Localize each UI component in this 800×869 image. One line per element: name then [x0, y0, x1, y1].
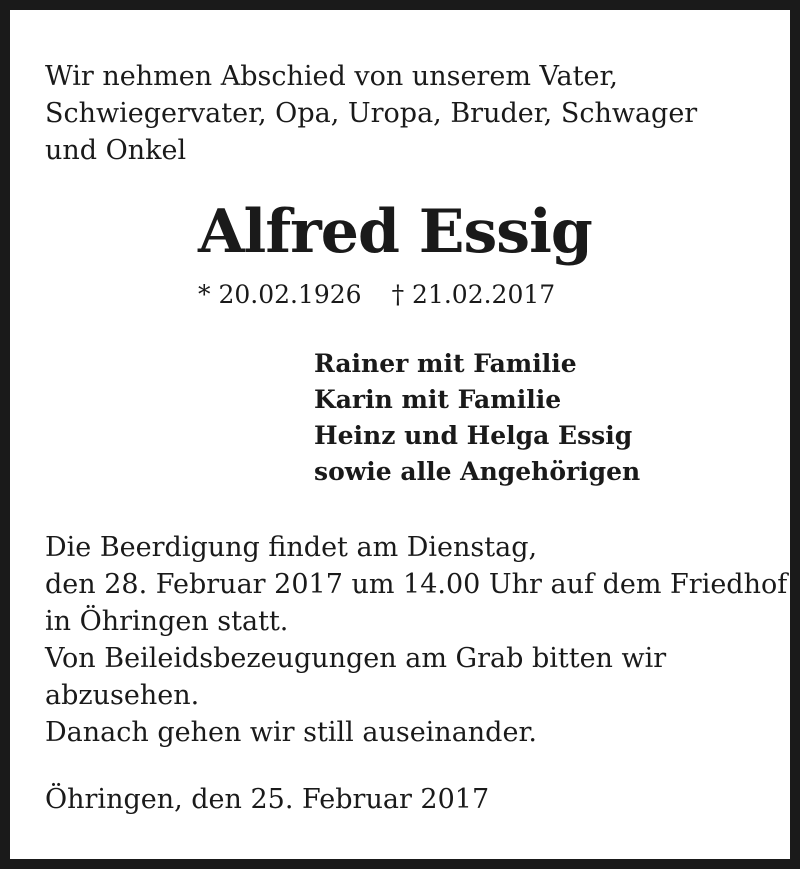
mourners-list	[314, 346, 640, 490]
death-date: † 21.02.2017	[391, 280, 556, 309]
intro-line: und Onkel	[45, 135, 187, 166]
place-date: Öhringen, den 25. Februar 2017	[45, 784, 490, 815]
funeral-line: den 28. Februar 2017 um 14.00 Uhr auf dem Friedhof	[45, 569, 788, 600]
birth-date: * 20.02.1926	[198, 280, 362, 309]
intro-text	[45, 58, 745, 169]
intro-line: Schwiegervater, Opa, Uropa, Bruder, Schwager	[45, 98, 698, 129]
funeral-line: in Öhringen statt.	[45, 606, 289, 637]
funeral-line: Die Beerdigung findet am Dienstag,	[45, 532, 538, 563]
intro-line: Wir nehmen Abschied von unserem Vater,	[45, 61, 618, 92]
mourner-item: Heinz und Helga Essig	[314, 421, 633, 450]
life-dates	[198, 280, 555, 310]
deceased-name: Alfred Essig	[198, 197, 592, 267]
mourner-item: Karin mit Familie	[314, 385, 562, 414]
funeral-info	[45, 529, 788, 751]
funeral-line: Von Beileidsbezeugungen am Grab bitten wir	[45, 643, 667, 674]
funeral-line: abzusehen.	[45, 680, 200, 711]
funeral-line: Danach gehen wir still auseinander.	[45, 717, 537, 748]
mourner-item: sowie alle Angehörigen	[314, 457, 641, 486]
mourner-item: Rainer mit Familie	[314, 349, 577, 378]
